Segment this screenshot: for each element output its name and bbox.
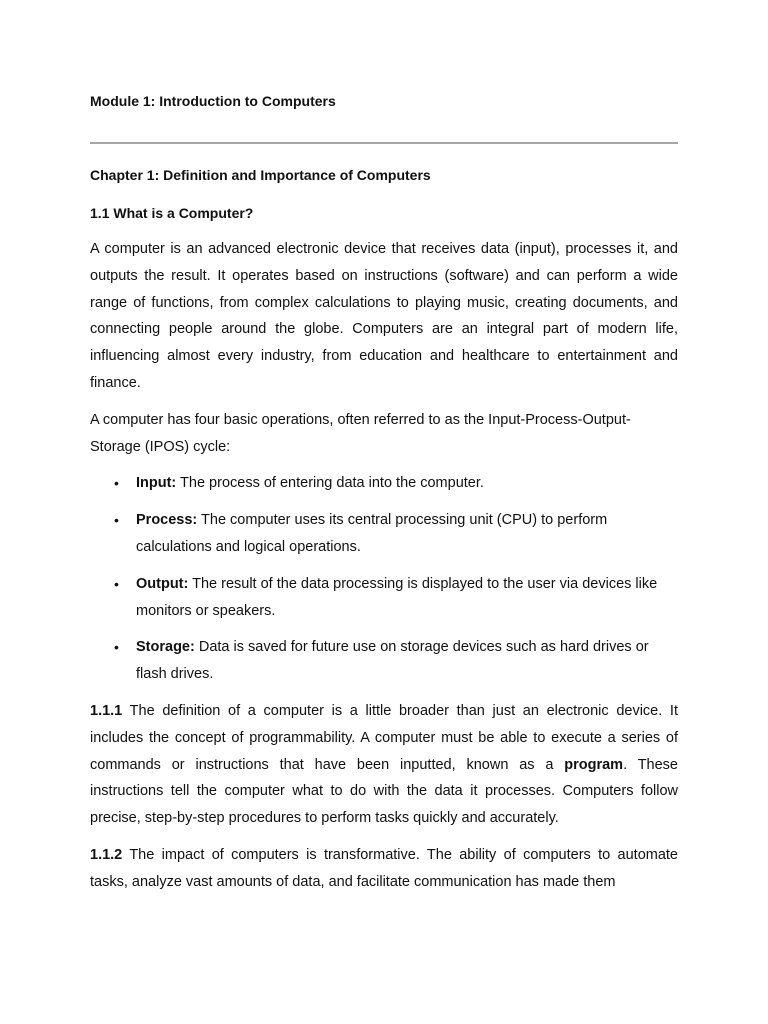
list-item-input <box>114 470 678 497</box>
term-output: Output: <box>136 575 189 592</box>
term-program: program <box>564 756 624 773</box>
module-title: Module 1: Introduction to Computers <box>90 93 336 109</box>
bullet-icon: • <box>114 512 119 529</box>
paragraph-text: The impact of computers is transformative. The ability of computers to automate tasks, analyze vast amounts of data, and facilitate communication has made them <box>90 846 678 890</box>
term-input: Input: <box>136 475 177 492</box>
term-storage: Storage: <box>136 639 195 656</box>
paragraph-definition: A computer is an advanced electronic device that receives data (input), processes it, and outputs the result. It operates based on instructions (software) and can perform a wide range of functions, from complex calculations to playing music, creating documents, and connecting people around the globe. Computers are an integral part of modern life, influencing almost every industry, from education and healthcare to entertainment and finance. <box>90 241 678 391</box>
paragraph-ipos-intro: A computer has four basic operations, often referred to as the Input-Process-Output-Storage (IPOS) cycle: <box>90 411 631 455</box>
subsection-number: 1.1.2 <box>90 846 123 863</box>
bullet-icon: • <box>114 639 119 656</box>
bullet-icon: • <box>114 475 119 492</box>
section-title: 1.1 What is a Computer? <box>90 205 254 221</box>
desc-storage: Data is saved for future use on storage devices such as hard drives or flash drives. <box>136 639 649 683</box>
paragraph-text: The definition of a computer is a little broader than just an electronic device. It includes the concept of programmability. A computer must be able to execute a series of commands or instructions that have been inputted, known as a <box>90 702 678 773</box>
paragraph-clip <box>90 842 678 896</box>
bullet-icon: • <box>114 575 119 592</box>
paragraph-1-1-2 <box>90 842 678 896</box>
term-process: Process: <box>136 512 198 529</box>
subsection-number: 1.1.1 <box>90 702 123 719</box>
desc-output: The result of the data processing is displayed to the user via devices like monitors or speakers. <box>136 575 658 619</box>
operations-list <box>90 470 678 688</box>
desc-process: The computer uses its central processing unit (CPU) to perform calculations and logical operations. <box>136 512 608 555</box>
list-item-output <box>114 571 678 625</box>
list-item-storage <box>114 634 678 688</box>
horizontal-rule <box>90 142 678 144</box>
chapter-title: Chapter 1: Definition and Importance of Computers <box>90 167 431 183</box>
paragraph-1-1-1 <box>90 698 678 832</box>
list-item-process <box>114 507 678 561</box>
paragraph-text: . These instructions tell the computer what to do with the data it processes. Computers follow precise, step-by-step procedures to perform tasks quickly and accurately. <box>90 756 678 827</box>
desc-input: The process of entering data into the computer. <box>176 475 484 492</box>
document-body <box>90 236 678 896</box>
